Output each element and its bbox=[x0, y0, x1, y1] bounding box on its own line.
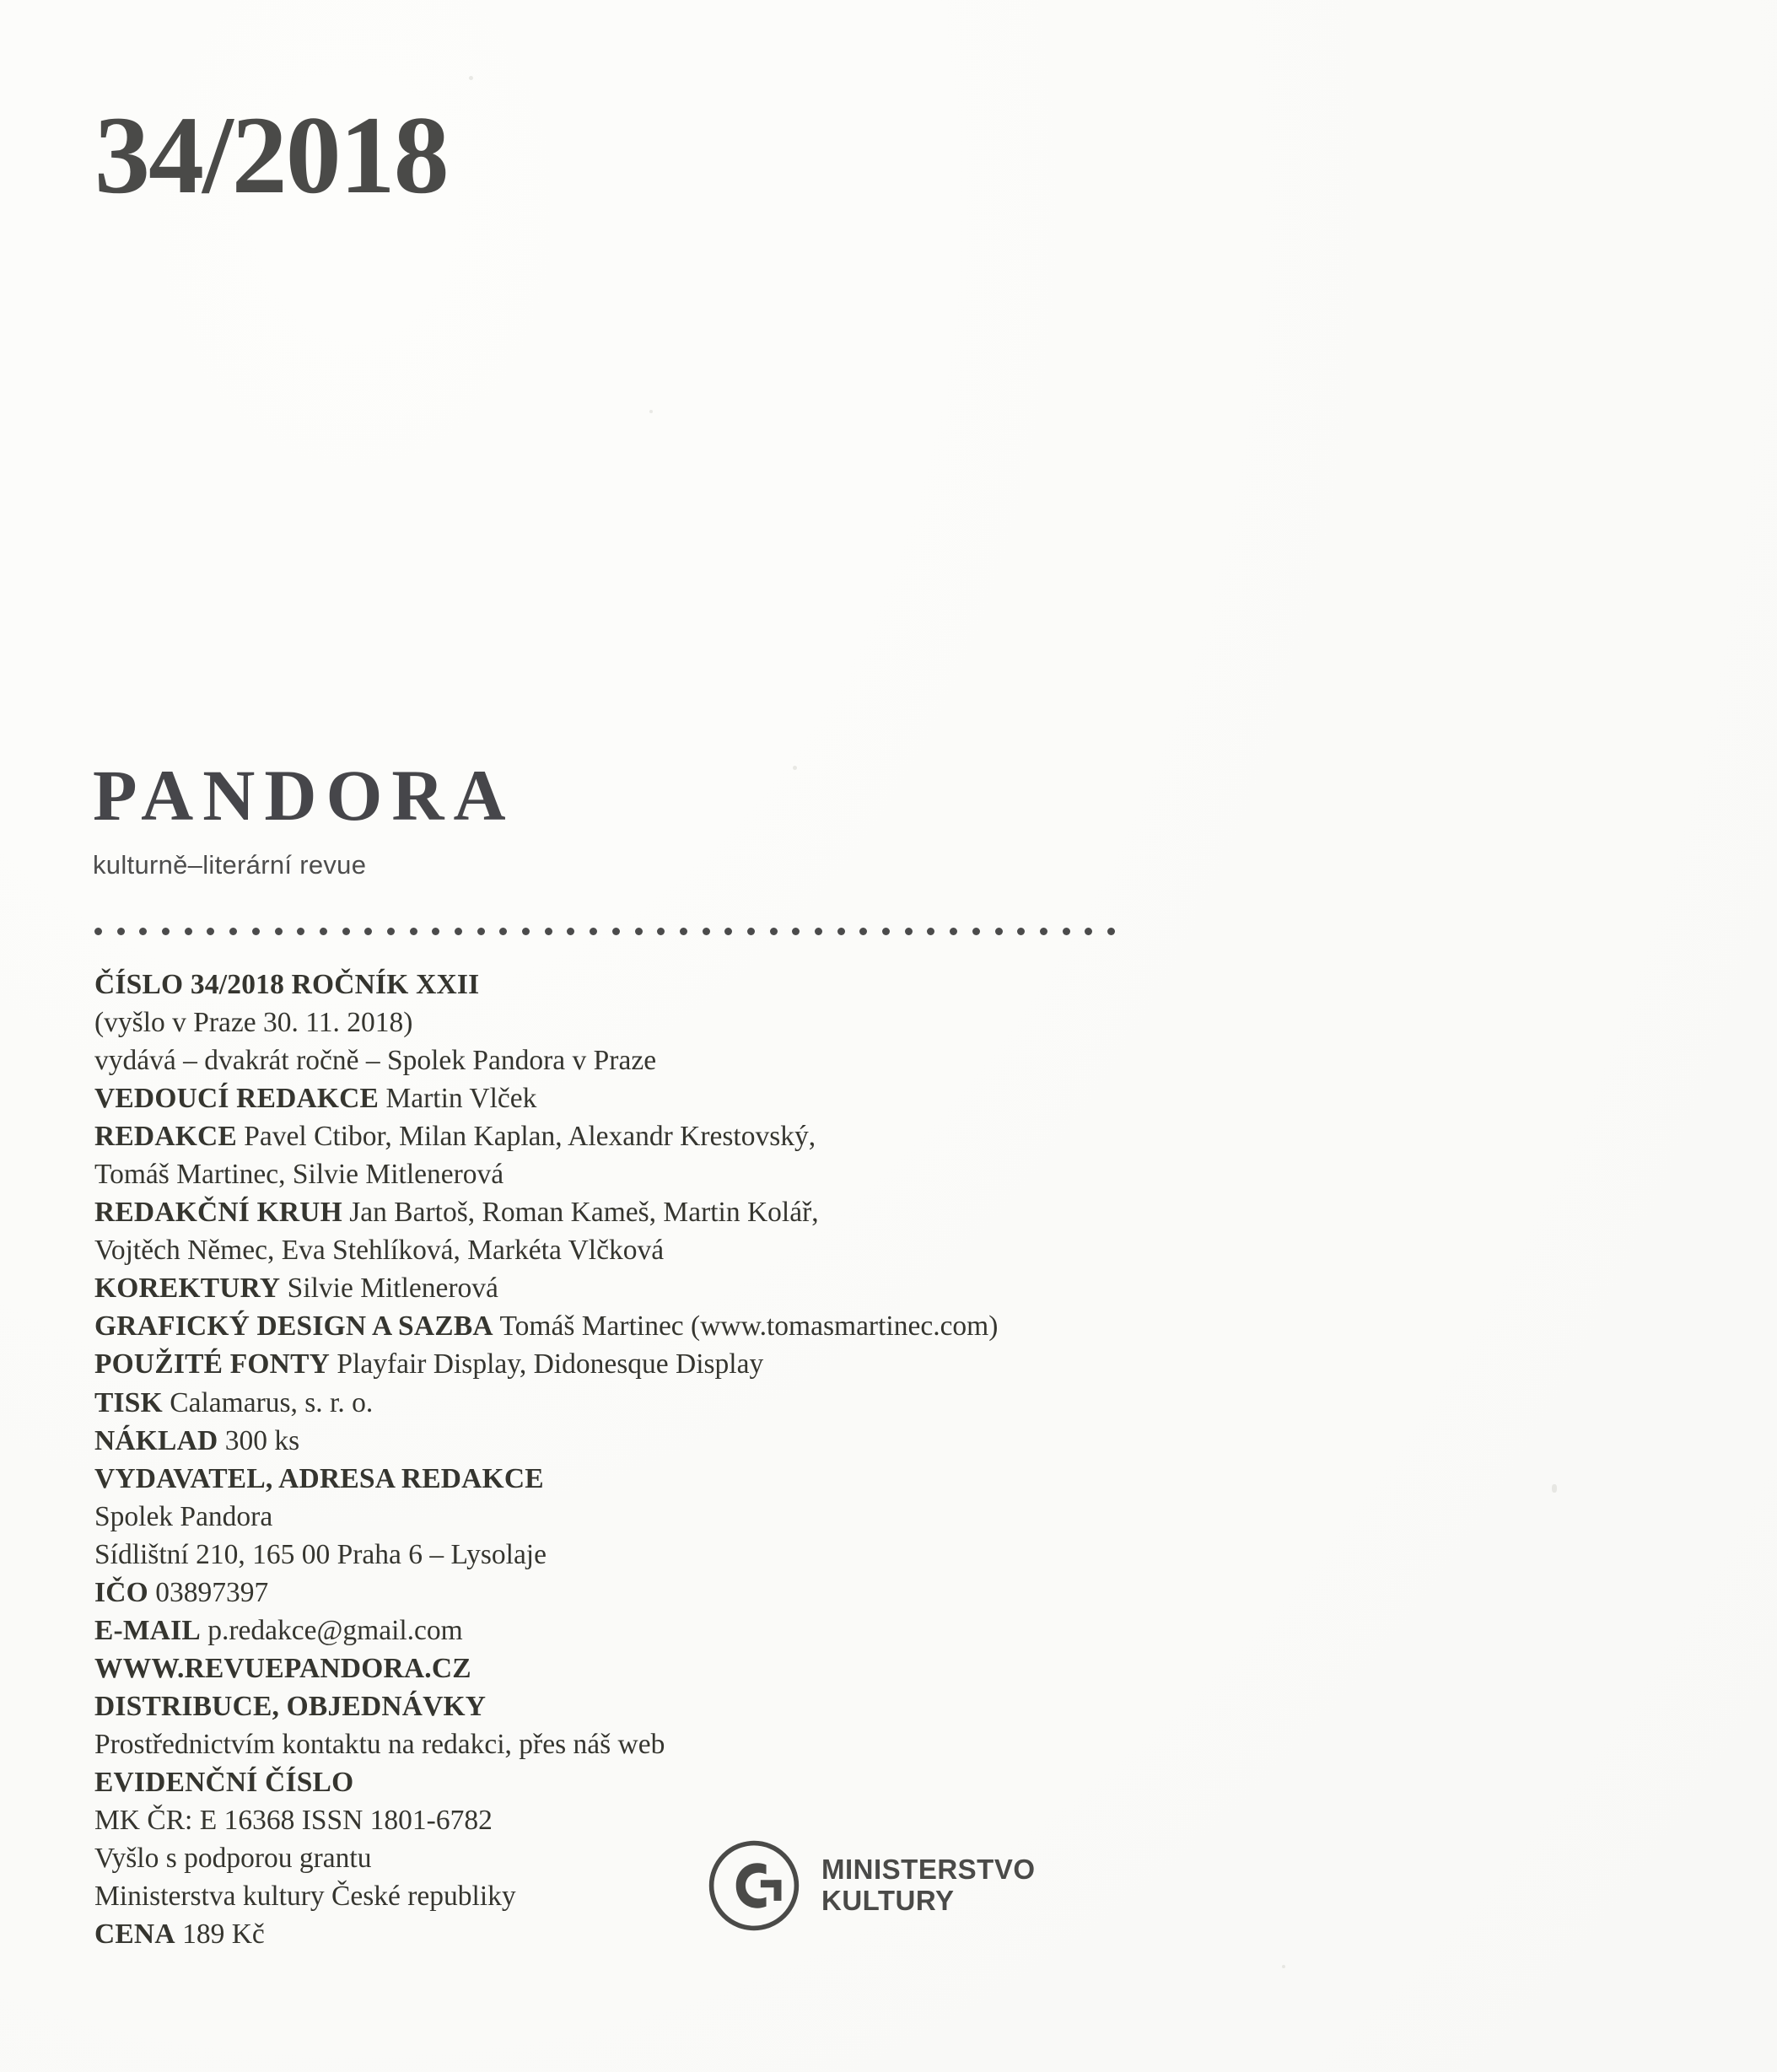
colophon-label: IČO bbox=[94, 1576, 148, 1608]
colophon-value: Playfair Display, Didonesque Display bbox=[330, 1348, 764, 1380]
colophon-label: ČÍSLO 34/2018 ROČNÍK XXII bbox=[94, 969, 480, 1000]
colophon-line bbox=[94, 1612, 1292, 1650]
colophon-label: REDAKCE bbox=[94, 1121, 237, 1153]
colophon-value: 189 Kč bbox=[175, 1919, 265, 1951]
divider-dot bbox=[252, 928, 260, 935]
divider-dot bbox=[545, 928, 552, 935]
ministry-logo-line2: KULTURY bbox=[821, 1885, 955, 1916]
scan-speck bbox=[469, 76, 473, 80]
masthead-subtitle: kulturně–literární revue bbox=[93, 850, 367, 880]
divider-dot bbox=[139, 928, 147, 935]
divider-dot bbox=[680, 928, 687, 935]
colophon-label: NÁKLAD bbox=[94, 1424, 218, 1456]
divider-dot bbox=[905, 928, 913, 935]
divider-dot bbox=[927, 928, 934, 935]
colophon-label: KOREKTURY bbox=[94, 1273, 281, 1305]
ministry-logo bbox=[707, 1838, 1036, 1933]
colophon-value: 03897397 bbox=[148, 1576, 269, 1608]
colophon-label: DISTRIBUCE, OBJEDNÁVKY bbox=[94, 1690, 487, 1722]
dotted-divider bbox=[94, 928, 1115, 938]
colophon-value: Sídlištní 210, 165 00 Praha 6 – Lysolaje bbox=[94, 1538, 547, 1570]
divider-dot bbox=[1107, 928, 1115, 935]
divider-dot bbox=[342, 928, 350, 935]
divider-dot bbox=[275, 928, 283, 935]
colophon-line bbox=[94, 1536, 1292, 1574]
colophon-line bbox=[94, 1574, 1292, 1612]
colophon-label: CENA bbox=[94, 1919, 175, 1951]
masthead bbox=[93, 755, 1105, 880]
divider-dot bbox=[522, 928, 530, 935]
divider-dot bbox=[1040, 928, 1047, 935]
colophon-value: (vyšlo v Praze 30. 11. 2018) bbox=[94, 1007, 413, 1039]
divider-dot bbox=[635, 928, 643, 935]
colophon-value: Calamarus, s. r. o. bbox=[162, 1386, 374, 1418]
scan-speck bbox=[1552, 1484, 1557, 1493]
scan-speck bbox=[649, 410, 653, 413]
divider-dot bbox=[499, 928, 507, 935]
colophon-line bbox=[94, 1269, 1292, 1307]
colophon-line bbox=[94, 1079, 1292, 1117]
colophon-line bbox=[94, 1117, 1292, 1155]
colophon-value: MK ČR: E 16368 ISSN 1801-6782 bbox=[94, 1805, 493, 1837]
colophon-line bbox=[94, 1193, 1292, 1231]
issue-number: 34/2018 bbox=[94, 93, 448, 217]
divider-dot bbox=[185, 928, 192, 935]
divider-dot bbox=[229, 928, 237, 935]
colophon-value: Martin Vlček bbox=[379, 1083, 537, 1115]
scan-speck bbox=[1282, 1965, 1285, 1968]
ministry-logo-line1: MINISTERSTVO bbox=[821, 1854, 1036, 1886]
colophon-line bbox=[94, 966, 1292, 1004]
colophon-value: Vyšlo s podporou grantu bbox=[94, 1843, 372, 1875]
divider-dot bbox=[410, 928, 417, 935]
colophon-label: WWW.REVUEPANDORA.CZ bbox=[94, 1652, 471, 1684]
colophon-line bbox=[94, 1155, 1292, 1193]
divider-dot bbox=[1063, 928, 1070, 935]
colophon-value: Pavel Ctibor, Milan Kaplan, Alexandr Krestovský, bbox=[236, 1121, 816, 1153]
divider-dot bbox=[477, 928, 485, 935]
colophon-line bbox=[94, 1763, 1292, 1801]
divider-dot bbox=[1085, 928, 1092, 935]
divider-dot bbox=[657, 928, 665, 935]
colophon-value: 300 ks bbox=[218, 1424, 300, 1456]
colophon-value: Silvie Mitlenerová bbox=[280, 1273, 498, 1305]
divider-dot bbox=[432, 928, 439, 935]
colophon-label: TISK bbox=[94, 1386, 163, 1418]
divider-dot bbox=[320, 928, 327, 935]
colophon-label: POUŽITÉ FONTY bbox=[94, 1348, 331, 1380]
divider-dot bbox=[567, 928, 574, 935]
colophon-line bbox=[94, 1687, 1292, 1725]
divider-dot bbox=[950, 928, 957, 935]
colophon-label: VEDOUCÍ REDAKCE bbox=[94, 1083, 380, 1115]
divider-dot bbox=[837, 928, 845, 935]
colophon-label: GRAFICKÝ DESIGN A SAZBA bbox=[94, 1310, 493, 1343]
divider-dot bbox=[117, 928, 125, 935]
divider-dot bbox=[455, 928, 462, 935]
divider-dot bbox=[612, 928, 620, 935]
colophon-line bbox=[94, 1915, 1292, 1953]
colophon-label: VYDAVATEL, ADRESA REDAKCE bbox=[94, 1462, 544, 1494]
colophon-line bbox=[94, 1839, 1292, 1877]
colophon-line bbox=[94, 1345, 1292, 1383]
ministry-logo-text bbox=[821, 1854, 1036, 1917]
colophon-line bbox=[94, 1041, 1292, 1079]
colophon-value: vydává – dvakrát ročně – Spolek Pandora v Praze bbox=[94, 1045, 657, 1077]
colophon-line bbox=[94, 1422, 1292, 1460]
colophon-label: EVIDENČNÍ ČÍSLO bbox=[94, 1766, 354, 1798]
colophon-line bbox=[94, 1498, 1292, 1536]
divider-dot bbox=[1017, 928, 1025, 935]
colophon-value: Spolek Pandora bbox=[94, 1500, 273, 1532]
colophon-line bbox=[94, 1231, 1292, 1269]
divider-dot bbox=[792, 928, 800, 935]
colophon-value: Jan Bartoš, Roman Kameš, Martin Kolář, bbox=[342, 1197, 819, 1229]
divider-dot bbox=[364, 928, 372, 935]
colophon-value: Tomáš Martinec (www.tomasmartinec.com) bbox=[493, 1310, 999, 1343]
divider-dot bbox=[703, 928, 710, 935]
divider-dot bbox=[724, 928, 732, 935]
divider-dot bbox=[747, 928, 755, 935]
divider-dot bbox=[387, 928, 395, 935]
colophon-line bbox=[94, 1877, 1292, 1915]
colophon-line bbox=[94, 1460, 1292, 1498]
masthead-title: PANDORA bbox=[93, 755, 515, 836]
divider-dot bbox=[94, 928, 102, 935]
colophon-value: p.redakce@gmail.com bbox=[200, 1614, 463, 1646]
divider-dot bbox=[590, 928, 597, 935]
colophon-line bbox=[94, 1004, 1292, 1041]
divider-dot bbox=[995, 928, 1003, 935]
colophon-line bbox=[94, 1650, 1292, 1687]
divider-dot bbox=[297, 928, 304, 935]
colophon-line bbox=[94, 1307, 1292, 1345]
colophon-label: E-MAIL bbox=[94, 1614, 201, 1646]
colophon-label: REDAKČNÍ KRUH bbox=[94, 1197, 342, 1229]
divider-dot bbox=[207, 928, 214, 935]
divider-dot bbox=[859, 928, 867, 935]
colophon-line bbox=[94, 1384, 1292, 1422]
divider-dot bbox=[972, 928, 980, 935]
colophon-value: Tomáš Martinec, Silvie Mitlenerová bbox=[94, 1159, 504, 1191]
colophon-value: Vojtěch Němec, Eva Stehlíková, Markéta Vlčková bbox=[94, 1235, 665, 1267]
divider-dot bbox=[815, 928, 822, 935]
divider-dot bbox=[882, 928, 890, 935]
colophon-block bbox=[94, 966, 1292, 1953]
divider-dot bbox=[770, 928, 778, 935]
ministry-of-culture-icon bbox=[707, 1838, 801, 1933]
divider-dot bbox=[162, 928, 170, 935]
colophon-value: Prostřednictvím kontaktu na redakci, přes náš web bbox=[94, 1728, 665, 1760]
colophon-line bbox=[94, 1725, 1292, 1763]
colophon-line bbox=[94, 1801, 1292, 1839]
colophon-value: Ministerstva kultury České republiky bbox=[94, 1881, 516, 1913]
